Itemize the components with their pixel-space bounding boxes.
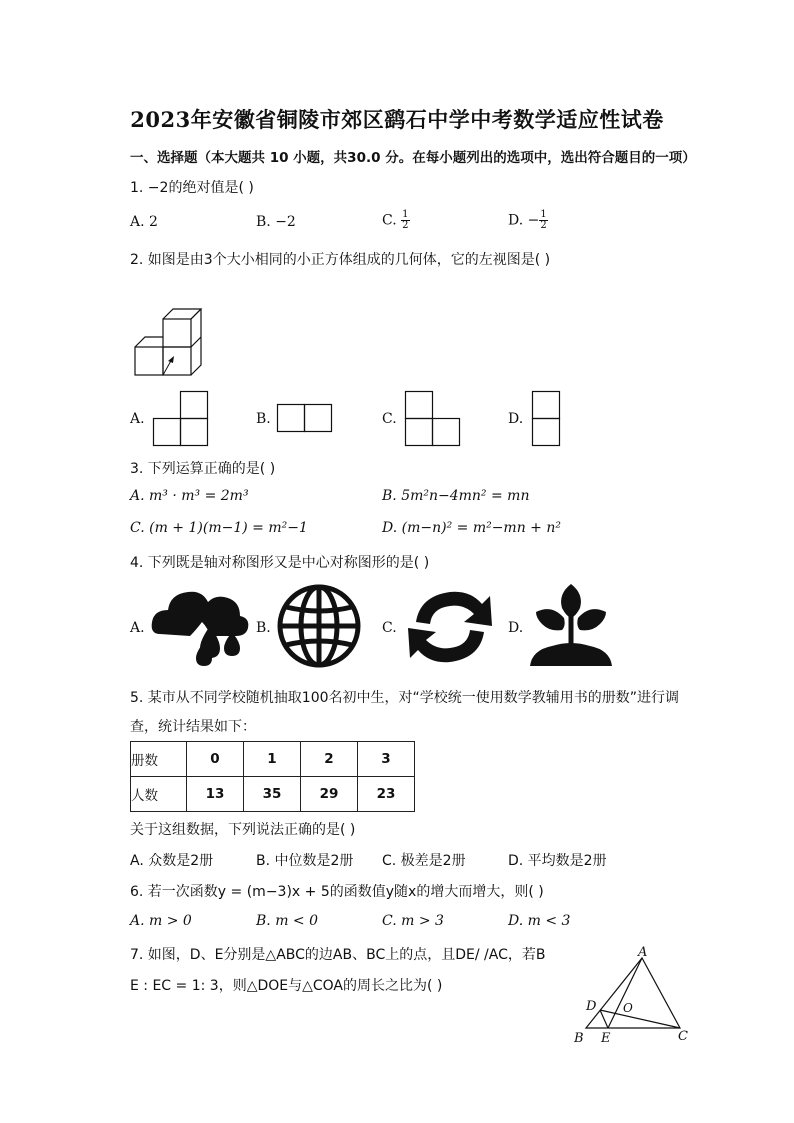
table-cell: 1 — [244, 742, 301, 777]
q3-option-b: B. 5m²n−4mn² = mn — [382, 488, 530, 504]
table-cell: 3 — [358, 742, 415, 777]
q6-option-a: A. m > 0 — [130, 913, 192, 929]
q1-option-a: A. 2 — [130, 214, 158, 230]
table-cell: 0 — [187, 742, 244, 777]
table-row — [131, 742, 415, 777]
cube-solid-figure — [130, 305, 205, 385]
q5-option-a: A. 众数是2册 — [130, 853, 214, 869]
q1-option-d-fraction — [539, 210, 547, 231]
q3-option-d: D. (m−n)² = m²−mn + n² — [382, 520, 561, 536]
q2-option-a-view — [153, 391, 209, 447]
q7-stem-line1: 7. 如图，D、E分别是△ABC的边AB、BC上的点，且DE/ /AC，若B — [130, 947, 546, 963]
q4-stem: 4. 下列既是轴对称图形又是中心对称图形的是( ) — [130, 555, 430, 571]
table-header-cell: 册数 — [131, 742, 187, 777]
q5-question: 关于这组数据，下列说法正确的是( ) — [130, 822, 356, 838]
q1-stem: 1. −2的绝对值是( ) — [130, 180, 254, 196]
q1-option-d — [508, 210, 548, 231]
table-header-cell: 人数 — [131, 777, 187, 812]
q2-option-a-label: A. — [130, 411, 145, 427]
triangle-figure — [570, 940, 700, 1050]
q1-option-c-label: C. — [382, 212, 402, 229]
q2-option-b-label: B. — [256, 411, 271, 427]
q4-option-c-label: C. — [382, 620, 397, 636]
fraction-numerator: 1 — [402, 209, 409, 220]
q3-option-c: C. (m + 1)(m−1) = m²−1 — [130, 520, 308, 536]
q1-option-c-fraction — [401, 210, 409, 231]
q2-option-d-view — [532, 391, 562, 447]
q7-stem-line2: E : EC = 1: 3，则△DOE与△COA的周长之比为( ) — [130, 978, 443, 994]
q6-stem: 6. 若一次函数y = (m−3)x + 5的函数值y随x的增大而增大，则( ) — [130, 884, 544, 900]
vertex-label-b: B — [574, 1031, 584, 1046]
vertex-label-e: E — [601, 1031, 611, 1046]
rain-cloud-icon — [150, 582, 250, 668]
fraction-numerator: 1 — [540, 209, 547, 220]
recycle-arrows-icon — [402, 586, 498, 668]
q2-option-b-view — [277, 404, 333, 434]
vertex-label-c: C — [678, 1029, 688, 1044]
table-cell: 35 — [244, 777, 301, 812]
vertex-label-a: A — [638, 945, 648, 960]
table-cell: 23 — [358, 777, 415, 812]
q2-option-c-label: C. — [382, 411, 397, 427]
q1-option-d-label: D. − — [508, 212, 540, 229]
sprout-icon — [528, 580, 614, 670]
q5-stem-line2: 查，统计结果如下： — [130, 719, 256, 735]
section-heading: 一、选择题（本大题共 10 小题，共30.0 分。在每小题列出的选项中，选出符合题目的一项） — [130, 150, 696, 166]
q5-option-b: B. 中位数是2册 — [256, 853, 354, 869]
table-cell: 2 — [301, 742, 358, 777]
vertex-label-d: D — [586, 999, 597, 1014]
fraction-denominator: 2 — [540, 220, 547, 231]
q5-data-table — [130, 741, 415, 812]
q2-option-d-label: D. — [508, 411, 524, 427]
q3-stem: 3. 下列运算正确的是( ) — [130, 461, 276, 477]
q2-option-c-view — [405, 391, 461, 447]
q2-stem: 2. 如图是由3个大小相同的小正方体组成的几何体，它的左视图是( ) — [130, 252, 551, 268]
table-cell: 13 — [187, 777, 244, 812]
q6-option-c: C. m > 3 — [382, 913, 444, 929]
table-cell: 29 — [301, 777, 358, 812]
vertex-label-o: O — [623, 1001, 633, 1015]
q5-stem-line1: 5. 某市从不同学校随机抽取100名初中生，对“学校统一使用数学教辅用书的册数”进行调 — [130, 690, 680, 706]
q5-option-c: C. 极差是2册 — [382, 853, 466, 869]
q4-option-b-label: B. — [256, 620, 271, 636]
q6-option-b: B. m < 0 — [256, 913, 319, 929]
q3-option-a: A. m³ · m³ = 2m³ — [130, 488, 249, 504]
q1-option-c — [382, 210, 410, 231]
q6-option-d: D. m < 3 — [508, 913, 571, 929]
fraction-denominator: 2 — [402, 220, 409, 231]
q4-option-d-label: D. — [508, 620, 524, 636]
table-row — [131, 777, 415, 812]
page-title: 2023年安徽省铜陵市郊区鹞石中学中考数学适应性试卷 — [130, 107, 664, 132]
q5-option-d: D. 平均数是2册 — [508, 853, 607, 869]
q4-option-a-label: A. — [130, 620, 145, 636]
globe-icon — [276, 583, 362, 669]
q1-option-b: B. −2 — [256, 214, 296, 230]
